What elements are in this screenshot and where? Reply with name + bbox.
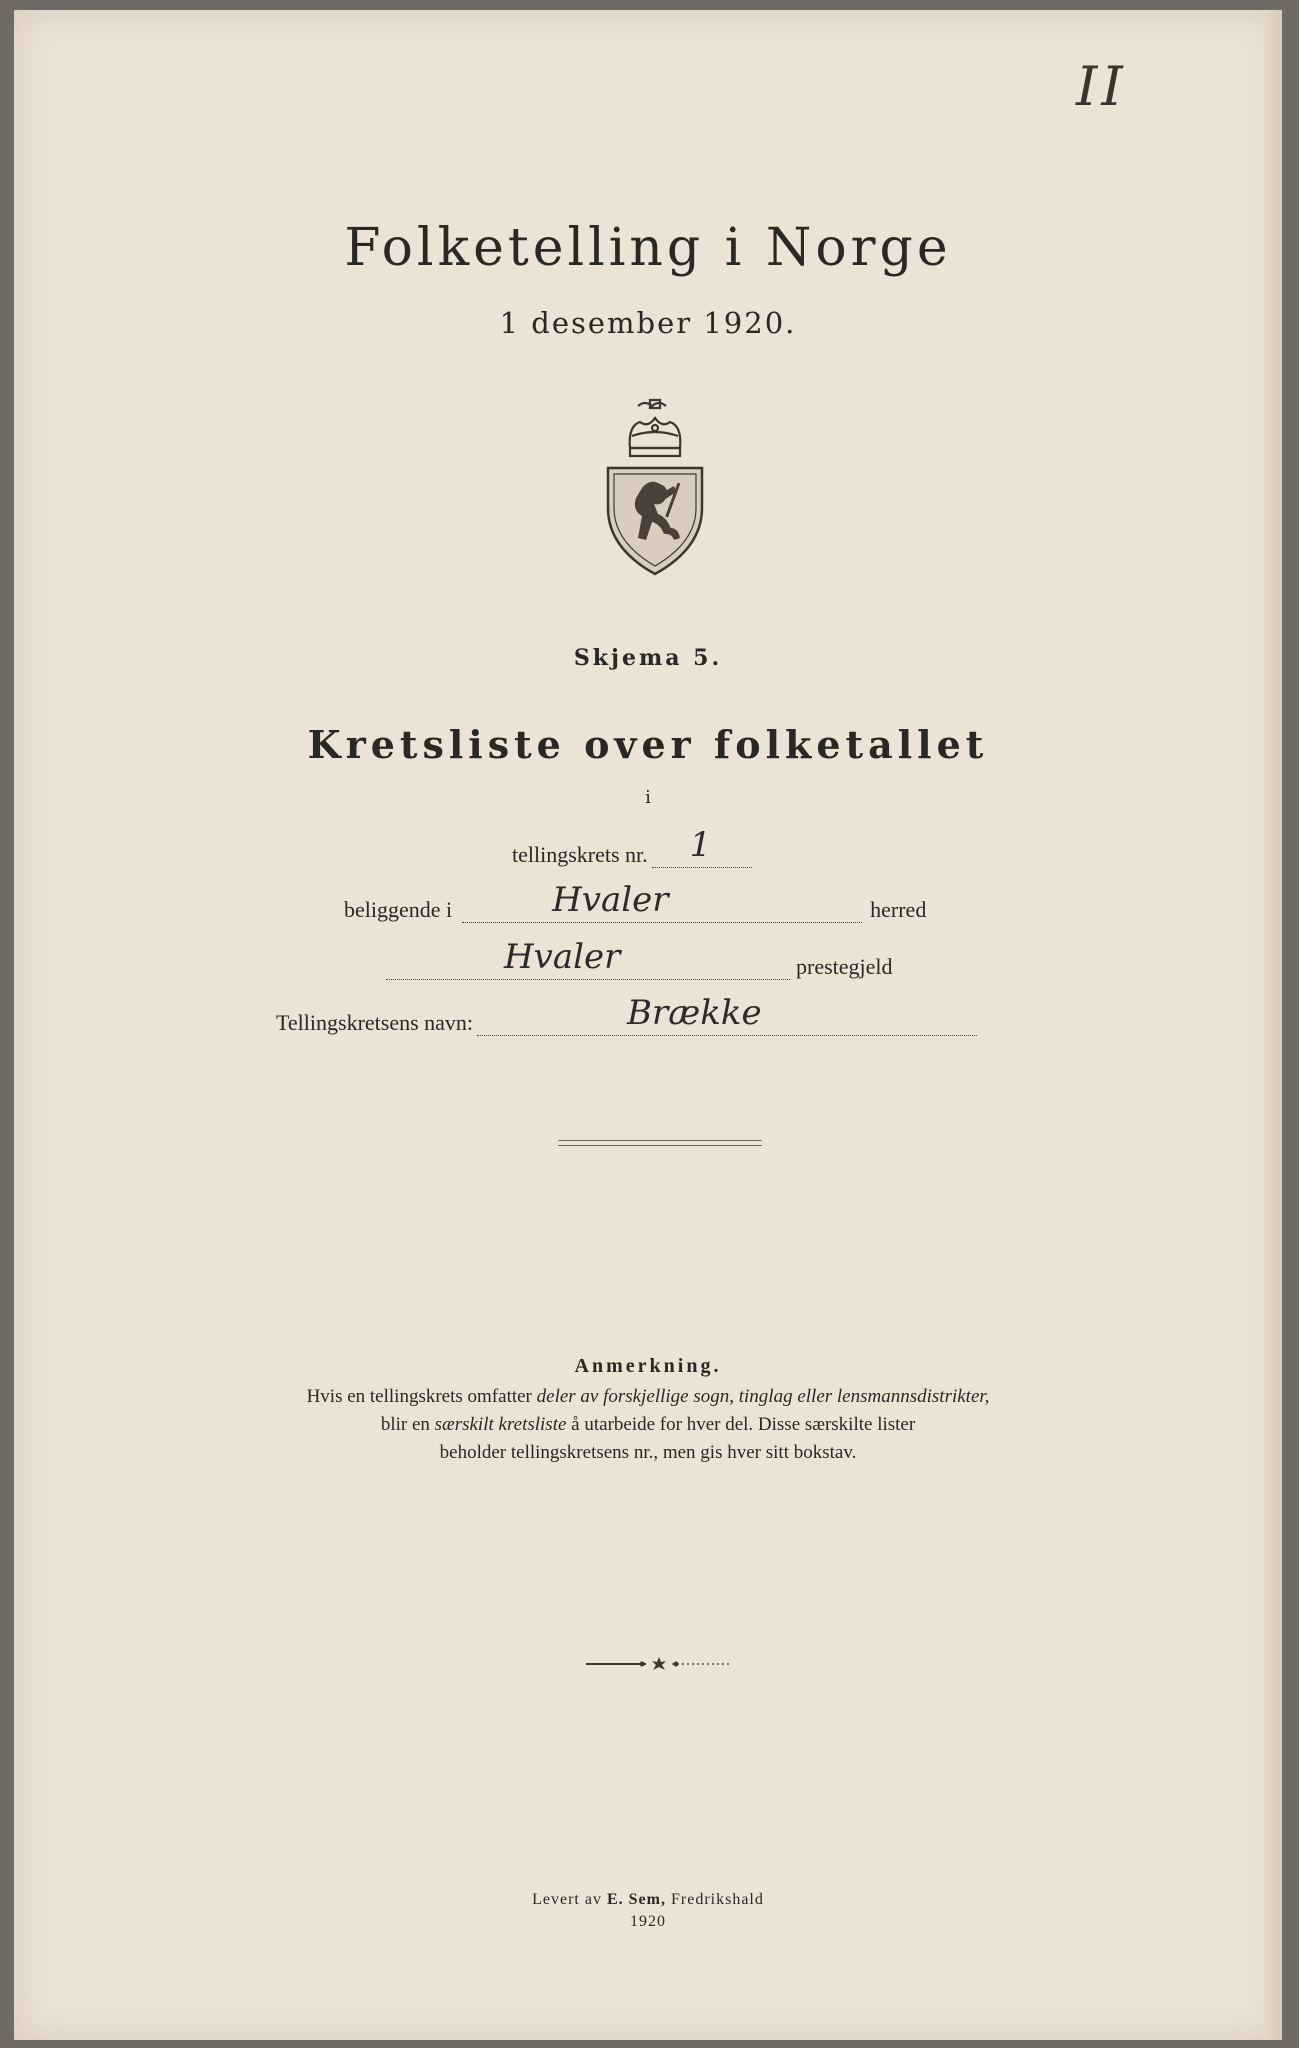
document-date: 1 desember 1920. xyxy=(499,306,797,340)
printer-year: 1920 xyxy=(630,1913,666,1930)
printer-line: Levert av E. Sem, Fredrikshald xyxy=(532,1891,764,1908)
note-title: Anmerkning. xyxy=(574,1355,722,1377)
field-label: beliggende i xyxy=(344,897,453,922)
field-prestegjeld xyxy=(386,937,893,980)
schema-number: Skjema 5. xyxy=(573,645,723,671)
field-suffix: prestegjeld xyxy=(796,954,893,979)
note-line-1: Hvis en tellingskrets omfatter deler av forskjellige sogn, tinglag eller lensmannsdistrikter, xyxy=(306,1386,990,1407)
document-title: Folketelling i Norge xyxy=(344,218,952,278)
field-value-line[interactable] xyxy=(462,880,862,923)
coat-of-arms-icon xyxy=(600,398,710,578)
note-text xyxy=(14,1383,1282,1467)
note-line-2: blir en særskilt kretsliste å utarbeide for hver del. Disse særskilte lister xyxy=(380,1414,916,1435)
divider-rule xyxy=(558,1140,762,1141)
field-kretsnavn xyxy=(276,993,977,1036)
field-value-line[interactable] xyxy=(386,937,790,980)
field-suffix: herred xyxy=(870,897,927,922)
census-form-page xyxy=(14,10,1282,2040)
field-tellingskrets xyxy=(512,825,752,868)
field-herred xyxy=(344,880,927,923)
handwritten-value: Hvaler xyxy=(552,880,669,920)
form-heading: Kretsliste over folketallet xyxy=(307,722,989,767)
note-line-3: beholder tellingskretsens nr., men gis hver sitt bokstav. xyxy=(439,1442,857,1463)
printer-imprint xyxy=(14,1889,1282,1933)
field-value-line[interactable] xyxy=(652,825,752,868)
form-heading-i: i xyxy=(645,787,651,808)
divider-rule xyxy=(558,1145,762,1146)
ornament-divider-icon xyxy=(584,1656,734,1672)
handwritten-value: Brække xyxy=(627,993,762,1033)
field-label: Tellingskretsens navn: xyxy=(276,1010,474,1035)
handwritten-value: 1 xyxy=(689,825,712,865)
page-marker: II xyxy=(1076,55,1127,118)
field-label: tellingskrets nr. xyxy=(512,842,648,867)
field-value-line[interactable] xyxy=(477,993,977,1036)
handwritten-value: Hvaler xyxy=(504,937,621,977)
